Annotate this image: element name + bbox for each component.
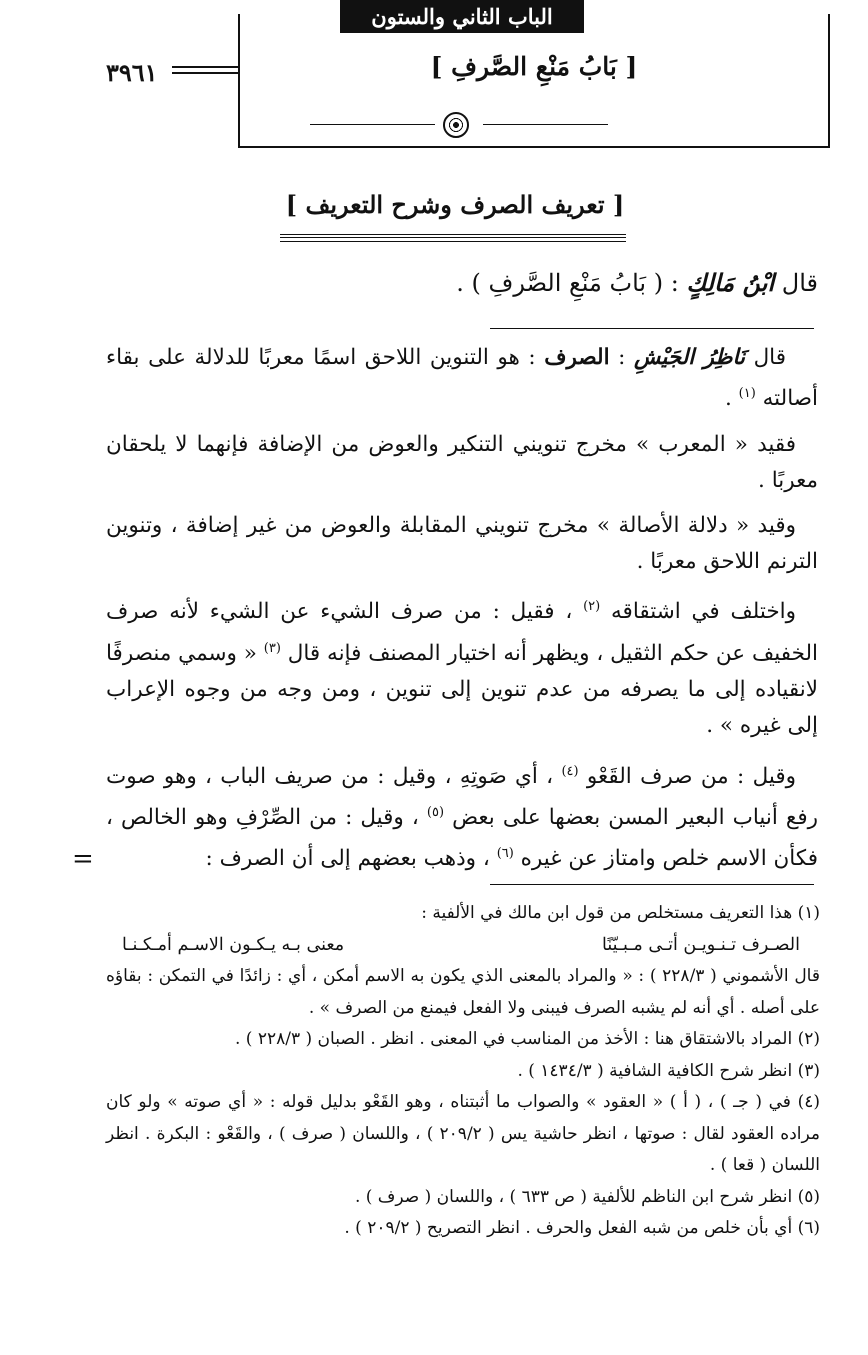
continuation-mark: =	[72, 844, 94, 874]
header-frame	[238, 14, 830, 148]
ornament-rule-left	[310, 124, 435, 125]
paragraph-muarab: فقيد « المعرب » مخرج تنويني التنكير والعوض من الإضافة فإنهما لا يلحقان معربًا .	[106, 431, 818, 493]
chapter-title: الباب الثاني والستون	[340, 0, 584, 33]
main-text	[106, 340, 818, 887]
footnote-ref: (٥)	[426, 804, 445, 820]
footnote-verse	[106, 930, 820, 962]
section-underline	[280, 234, 626, 242]
verse-first-hemistich: الصـرف تـنـويـن أتـى مـبـيّنًا	[602, 934, 800, 955]
footnote-6: (٦) أي بأن خلص من شبه الفعل والحرف . انظر التصريح ( ٢٠٩/٢ ) .	[344, 1218, 820, 1238]
footnote-ref: (٢)	[583, 599, 601, 615]
footnote-ref: (٤)	[561, 763, 579, 779]
author-name: ابْنُ مَالِكٍ	[686, 268, 775, 297]
intro-divider	[490, 328, 814, 329]
defined-term: الصرف	[544, 345, 610, 370]
footnote-divider	[490, 884, 814, 885]
page-number: ٣٩٦١	[106, 58, 158, 87]
section-heading: [ تعريف الصرف وشرح التعريف ]	[285, 190, 625, 219]
footnote-5: (٥) انظر شرح ابن الناظم للألفية ( ص ٦٣٣ ) ، واللسان ( صرف ) .	[354, 1186, 820, 1207]
footnote-ref: (٦)	[496, 846, 514, 862]
rosette-ornament-icon	[443, 112, 469, 138]
footnote-2: (٢) المراد بالاشتقاق هنا : الأخذ من المناسب في المعنى . انظر . الصبان ( ٢٢٨/٣ ) .	[235, 1029, 820, 1049]
footnote-1: (١) هذا التعريف مستخلص من قول ابن مالك في الألفية :	[421, 903, 820, 923]
intro-text: : ( بَابُ مَنْعِ الصَّرفِ ) .	[456, 269, 679, 297]
bab-title: [ بَابُ مَنْعِ الصَّرفِ ]	[430, 52, 638, 81]
intro-line	[456, 268, 818, 297]
footnote-ref: (٣)	[263, 640, 281, 656]
footnote-3: (٣) انظر شرح الكافية الشافية ( ١٤٣٤/٣ ) .	[517, 1060, 820, 1081]
paragraph-asala: وقيد « دلالة الأصالة » مخرج تنويني المقابلة والعوض من غير إضافة ، وتنوين الترنم اللاحق معربًا .	[106, 512, 818, 575]
paragraph-qaw: وقيل : من صرف القَعْو $^{(٤)}$ ، أي صَوتِهِ ، وقيل : من صريف الباب ، وهو صوت رفع أنياب البعير المسن بعضها على بعض $^{(٥)}$ ، وقيل : من الصِّرْفِ وهو الخالص ، فكأن الاسم خلص وامتاز عن غيره $^{(٦)}$ ، وذهب بعضهم إلى أن الصرف :	[106, 763, 818, 872]
paragraph-ishtiqaq: واختلف في اشتقاقه $^{(٢)}$ ، فقيل : من صرف الشيء عن الشيء لأنه صرف الخفيف عن حكم الثقيل ، ويظهر أنه اختيار المصنف فإنه قال $^{(٣)}$ « وسمي منصرفًا لانقياده إلى ما يصرفه من عدم تنوين إلى تنوين ، ومن وجه من وجوه الإعراب إلى غيره » .	[106, 599, 818, 739]
page-number-rule	[172, 66, 238, 74]
ornament-rule-right	[483, 124, 608, 125]
verse-second-hemistich: معنى بـه يـكـون الاسـم أمـكـنـا	[122, 934, 345, 955]
intro-prefix: قال	[781, 269, 818, 297]
paragraph-definition: قال نَاظِرُ الجَيْشِ : الصرف : هو التنوين اللاحق اسمًا معربًا للدلالة على بقاء أصالته $^{(١)}$ .	[106, 345, 818, 412]
footnote-ref: (١)	[738, 386, 756, 402]
footnote-4: (٤) في ( جـ ) ، ( أ ) « العقود » والصواب ما أثبتناه ، وهو القَعْو بدليل قوله : « أي صوته » ولو كان مراده العقود لقال : صوتها ، انظر حاشية يس ( ٢٠٩/٢ ) ، واللسان ( صرف ) ، والقَعْو : البكرة . انظر اللسان ( قعا ) .	[106, 1092, 820, 1175]
footnote-1-continued: قال الأشموني ( ٢٢٨/٣ ) : « والمراد بالمعنى الذي يكون به الاسم أمكن ، أي : زائدًا في التمكن : بقاؤه على أصله . أي أنه لم يشبه الصرف فيبنى ولا الفعل فيمنع من الصرف » .	[106, 966, 820, 1018]
footnotes	[106, 898, 820, 1245]
commentator-name: نَاظِرُ الجَيْشِ	[633, 345, 745, 370]
